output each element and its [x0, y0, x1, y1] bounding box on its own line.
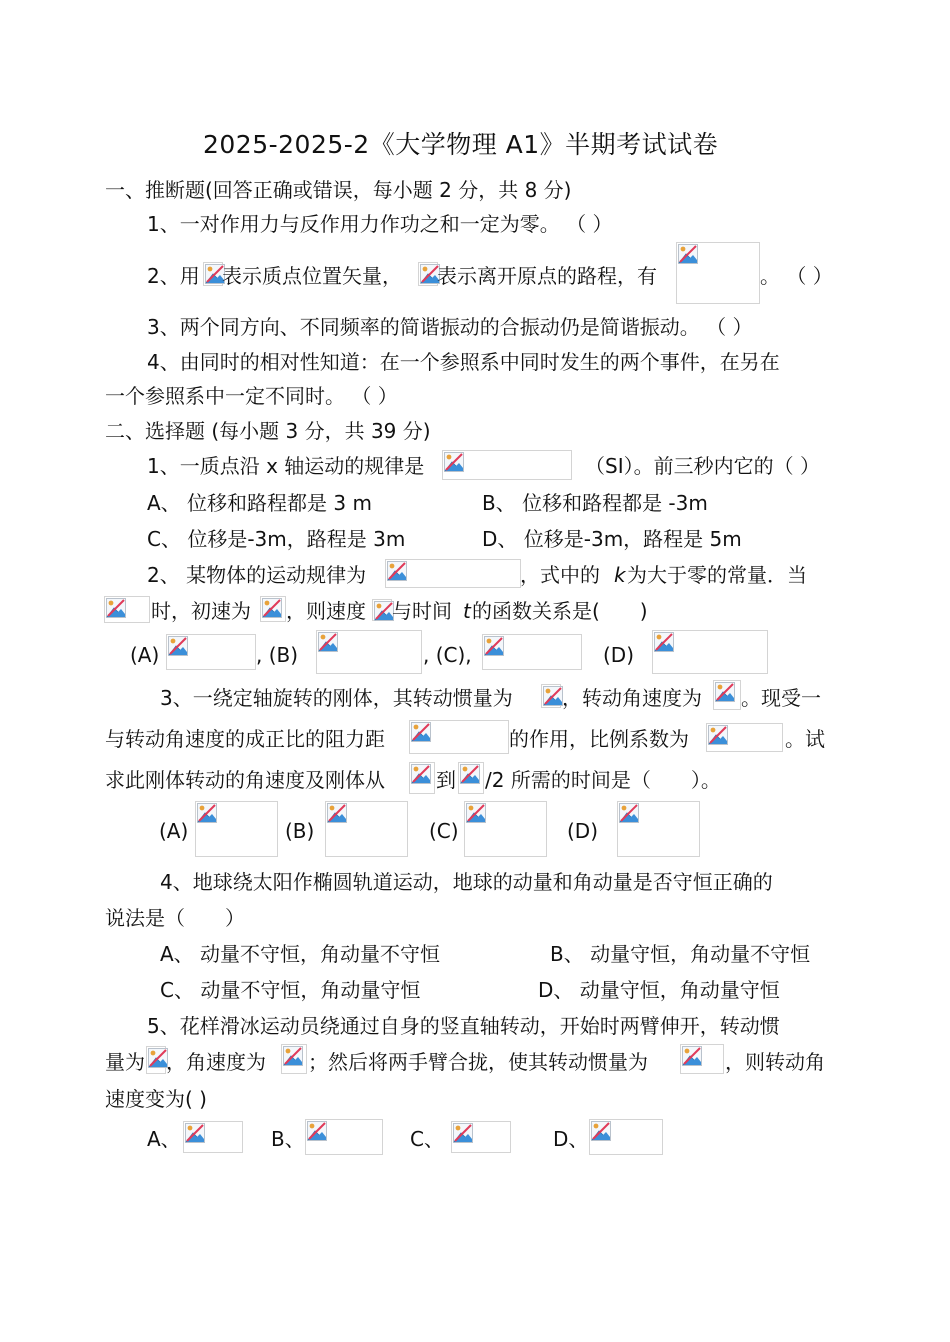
- formula-image: [482, 634, 582, 670]
- s2-q5-optC: C、: [410, 1127, 444, 1151]
- broken-image-icon: [374, 601, 394, 621]
- section1-heading: 一、推断题(回答正确或错误，每小题 2 分，共 8 分): [105, 178, 572, 202]
- s2-q1-optB: B、 位移和路程都是 -3m: [482, 491, 708, 515]
- broken-image-icon: [197, 803, 217, 823]
- s2-q4-line1: 4、地球绕太阳作椭圆轨道运动，地球的动量和角动量是否守恒正确的: [160, 870, 773, 894]
- broken-image-icon: [453, 1123, 473, 1143]
- s1-q1: 1、一对作用力与反作用力作功之和一定为零。 （ ）: [147, 212, 613, 236]
- s1-q2-d: 。 （ ）: [760, 264, 833, 288]
- formula-image: [541, 684, 561, 708]
- s2-q3-i: /2 所需的时间是（ ）。: [485, 768, 721, 792]
- s2-q4-line2: 说法是（ ）: [105, 906, 245, 930]
- s2-q1-optC: C、 位移是-3m，路程是 3m: [147, 527, 406, 551]
- s1-q4-line2: 一个参照系中一定不同时。 （ ）: [105, 384, 398, 408]
- s2-q2-optA: (A): [130, 643, 160, 667]
- page-title: 2025-2025-2《大学物理 A1》半期考试试卷: [203, 130, 719, 159]
- s2-q1-a: 1、一质点沿 x 轴运动的规律是: [147, 454, 425, 478]
- broken-image-icon: [543, 686, 563, 706]
- s2-q3-g: 求此刚体转动的角速度及刚体从: [105, 768, 385, 792]
- broken-image-icon: [654, 632, 674, 652]
- s2-q3-d: 与转动角速度的成正比的阻力距: [105, 727, 385, 751]
- s2-q1-b: （SI）。前三秒内它的（ ）: [585, 454, 820, 478]
- s2-q2-g: 的函数关系是( ): [472, 599, 648, 623]
- s2-q4-optC: C、 动量不守恒，角动量守恒: [160, 978, 421, 1002]
- s2-q4-optD: D、 动量守恒，角动量守恒: [538, 978, 780, 1002]
- broken-image-icon: [411, 722, 431, 742]
- broken-image-icon: [283, 1046, 303, 1066]
- formula-image: [418, 262, 438, 286]
- broken-image-icon: [682, 1046, 702, 1066]
- formula-image: [652, 630, 768, 674]
- s2-q5-d: ，则转动角: [725, 1050, 825, 1074]
- formula-image: [464, 801, 547, 857]
- formula-image: [146, 1046, 166, 1074]
- formula-image: [458, 762, 484, 794]
- s2-q2-e: ，则速度: [286, 599, 366, 623]
- s1-q4-line1: 4、由同时的相对性知道：在一个参照系中同时发生的两个事件，在另在: [147, 350, 780, 374]
- formula-image: [713, 680, 741, 710]
- s2-q3-optA: (A): [159, 819, 189, 843]
- s2-q2-d: 时，初速为: [151, 599, 251, 623]
- s2-q2-k: k: [614, 563, 626, 587]
- s2-q5-optB: B、: [271, 1127, 305, 1151]
- s1-q2-a: 2、用: [147, 264, 200, 288]
- formula-image: [305, 1119, 383, 1155]
- s2-q3-optC: (C): [429, 819, 459, 843]
- broken-image-icon: [708, 725, 728, 745]
- section2-heading: 二、选择题 (每小题 3 分，共 39 分): [105, 419, 431, 443]
- broken-image-icon: [307, 1121, 327, 1141]
- broken-image-icon: [591, 1121, 611, 1141]
- s2-q2-optD: (D): [603, 643, 635, 667]
- s2-q5-optD: D、: [553, 1127, 589, 1151]
- broken-image-icon: [185, 1123, 205, 1143]
- formula-image: [617, 801, 700, 857]
- formula-image: [183, 1121, 243, 1153]
- formula-image: [409, 762, 435, 794]
- formula-image: [706, 723, 783, 752]
- broken-image-icon: [466, 803, 486, 823]
- formula-image: [680, 1044, 724, 1074]
- s2-q3-optB: (B): [285, 819, 315, 843]
- formula-image: [281, 1044, 307, 1074]
- broken-image-icon: [678, 244, 698, 264]
- formula-image: [260, 596, 286, 622]
- formula-image: [104, 596, 150, 623]
- broken-image-icon: [262, 598, 282, 618]
- s1-q2-b: 表示质点位置矢量，: [222, 264, 402, 288]
- broken-image-icon: [148, 1048, 168, 1068]
- s2-q4-optA: A、 动量不守恒，角动量不守恒: [160, 942, 441, 966]
- s2-q2-a: 2、 某物体的运动规律为: [147, 563, 367, 587]
- s2-q5-line3: 速度变为( ): [105, 1087, 207, 1111]
- broken-image-icon: [619, 803, 639, 823]
- formula-image: [409, 720, 509, 754]
- formula-image: [451, 1121, 511, 1153]
- s2-q3-h: 到: [436, 768, 456, 792]
- s2-q3-b: ，转动角速度为: [562, 686, 702, 710]
- broken-image-icon: [168, 636, 188, 656]
- s2-q2-c: 为大于零的常量．当: [627, 563, 807, 587]
- broken-image-icon: [318, 632, 338, 652]
- s2-q1-optA: A、 位移和路程都是 3 m: [147, 491, 372, 515]
- s2-q1-optD: D、 位移是-3m，路程是 5m: [482, 527, 742, 551]
- broken-image-icon: [106, 598, 126, 618]
- s2-q2-optB: , (B): [256, 643, 299, 667]
- s2-q5-line1: 5、花样滑冰运动员绕通过自身的竖直轴转动，开始时两臂伸开，转动惯: [147, 1014, 780, 1038]
- formula-image: [676, 242, 760, 304]
- s2-q2-t: t: [463, 599, 471, 623]
- s2-q5-c: ；然后将两手臂合拢，使其转动惯量为: [308, 1050, 648, 1074]
- formula-image: [195, 801, 278, 857]
- formula-image: [203, 262, 223, 286]
- s2-q2-b: ，式中的: [520, 563, 600, 587]
- s2-q3-optD: (D): [567, 819, 599, 843]
- formula-image: [442, 450, 572, 480]
- broken-image-icon: [327, 803, 347, 823]
- s2-q5-b: ，角速度为: [166, 1050, 266, 1074]
- broken-image-icon: [411, 764, 431, 784]
- formula-image: [316, 630, 422, 674]
- formula-image: [166, 634, 256, 670]
- s2-q2-optC: , (C),: [423, 643, 472, 667]
- broken-image-icon: [387, 561, 407, 581]
- s2-q2-f: 与时间: [392, 599, 452, 623]
- broken-image-icon: [460, 764, 480, 784]
- s2-q5-optA: A、: [147, 1127, 181, 1151]
- broken-image-icon: [715, 682, 735, 702]
- s2-q3-c: 。现受一: [741, 686, 821, 710]
- s1-q2-c: 表示离开原点的路程，有: [437, 264, 657, 288]
- formula-image: [325, 801, 408, 857]
- broken-image-icon: [484, 636, 504, 656]
- s2-q3-a: 3、一绕定轴旋转的刚体，其转动惯量为: [160, 686, 513, 710]
- s1-q3: 3、两个同方向、不同频率的简谐振动的合振动仍是简谐振动。 （ ）: [147, 315, 753, 339]
- formula-image: [372, 599, 392, 621]
- s2-q5-a: 量为: [105, 1050, 145, 1074]
- s2-q3-f: 。试: [785, 727, 825, 751]
- formula-image: [385, 559, 521, 588]
- formula-image: [589, 1119, 663, 1155]
- broken-image-icon: [444, 452, 464, 472]
- s2-q4-optB: B、 动量守恒，角动量不守恒: [550, 942, 811, 966]
- s2-q3-e: 的作用，比例系数为: [509, 727, 689, 751]
